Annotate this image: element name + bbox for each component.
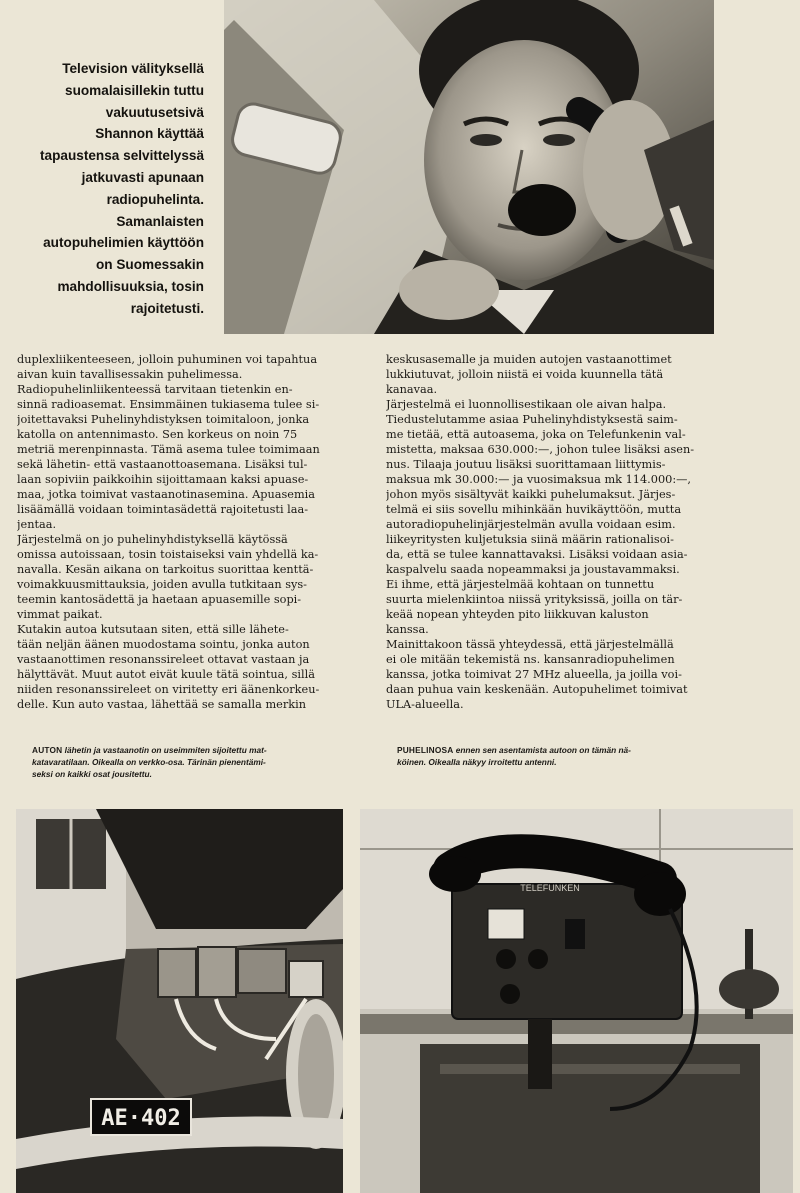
text-line: mahdollisuuksia, tosin: [57, 278, 204, 294]
caption-line: köinen. Oikealla näkyy irroitettu antenni.: [397, 757, 557, 767]
text-line: laan sopiviin paikkoihin sijoittamaan kaksi apuase-: [17, 473, 309, 486]
photo-caption-shannon: [18, 58, 204, 320]
text-line: Shannon käyttää: [95, 126, 204, 142]
text-line: Samanlaisten: [116, 213, 204, 229]
text-line: Mainittakoon tässä yhteydessä, että järjestelmällä: [386, 638, 674, 651]
text-line: kanavaa.: [386, 383, 438, 396]
text-line: suomalaisillekin tuttu: [65, 82, 204, 98]
text-line: aivan kuin tavallisessakin puhelimessa.: [17, 368, 243, 381]
text-line: Radiopuhelinliikenteessä tarvitaan tietenkin en-: [17, 383, 293, 396]
caption-line: katavaratilaan. Oikealla on verkko-osa. Tärinän pienentämi-: [32, 757, 266, 767]
text-line: telmä ei siis sovellu mihinkään huvikäyttöön, mutta: [386, 503, 682, 516]
text-line: rajoitetusti.: [130, 300, 204, 316]
text-line: me tietää, että autoasema, joka on Telefunkenin val-: [386, 428, 686, 441]
text-line: lukkiutuvat, jolloin niistä ei voida kuunnella tätä: [386, 368, 664, 381]
text-line: ei ole mitään tekemistä ns. kansanradiopuhelimen: [386, 653, 675, 666]
text-line: Tiedustelutamme asiaa Puhelinyhdistyksestä saim-: [386, 413, 678, 426]
text-line: maa, jotka toimivat vastaanotinasemina. Apuasemia: [17, 488, 316, 501]
text-line: mistetta, maksaa 630.000:—, johon tulee lisäksi asen-: [386, 443, 695, 456]
text-line: vastaanottimen resonanssireleet ottavat vastaan ja: [17, 653, 310, 666]
text-line: delle. Kun auto vastaa, lähettää se samalla merkin: [17, 698, 306, 711]
caption-text: ennen sen asentamista autoon on tämän nä-: [453, 745, 631, 755]
text-line: hälyttävät. Muut autot eivät kuule tätä sointua, sillä: [17, 668, 315, 681]
text-line: vakuutusetsivä: [105, 104, 204, 120]
text-line: Ei ihme, että järjestelmää kohtaan on tunnettu: [386, 578, 655, 591]
photo-car-trunk-radio: [16, 809, 343, 1193]
text-line: jatkuvasti apunaan: [81, 169, 204, 185]
text-line: sekä lähetin- että vastaanottoasemana. Lisäksi tul-: [17, 458, 308, 471]
text-line: sinnä radioasemat. Ensimmäinen tukiasema tulee si-: [17, 398, 320, 411]
caption-car-trunk: [32, 744, 342, 780]
text-line: jentaa.: [17, 518, 57, 531]
text-line: tään neljän äänen muodostama sointu, jonka auton: [17, 638, 310, 651]
text-line: autopuhelimien käyttöön: [43, 235, 204, 251]
device-brand-label: TELEFUNKEN: [520, 883, 580, 893]
text-line: lisäämällä voidaan toimintasädettä rajoitetusti laa-: [17, 503, 309, 516]
text-line: vimmat paikat.: [17, 608, 103, 621]
caption-text: lähetin ja vastaanotin on useimmiten sijoitettu mat-: [62, 745, 267, 755]
text-line: niiden resonanssireleet on viritetty eri äänenkorkeu-: [17, 683, 320, 696]
text-line: tapaustensa selvittelyssä: [40, 148, 204, 164]
text-line: navalla. Kesän aikana on tarkoitus suorittaa kenttä-: [17, 563, 314, 576]
text-line: kanssa.: [386, 623, 429, 636]
text-line: daan puhua vain keskenään. Autopuhelimet toimivat: [386, 683, 688, 696]
caption-lead-word: PUHELINOSA: [397, 745, 454, 755]
text-line: ULA-alueella.: [386, 698, 464, 711]
text-line: Järjestelmä on jo puhelinyhdistyksellä käytössä: [17, 533, 288, 546]
text-line: liikeyritysten kuljetuksia siinä määrin rationalisoi-: [386, 533, 674, 546]
text-line: suurta mielenkiintoa niissä yrityksissä, joilla on tär-: [386, 593, 683, 606]
text-line: Television välityksellä: [62, 61, 204, 76]
text-line: teemin kantosädettä ja haetaan apuasemille sopi-: [17, 593, 302, 606]
article-body-right-column: [386, 352, 786, 712]
caption-first-line: [397, 744, 707, 756]
caption-first-line: [32, 744, 342, 756]
text-line: autoradiopuhelinjärjestelmän avulla voidaan esim.: [386, 518, 676, 531]
text-line: voimakkuusmittauksia, joiden avulla tutkitaan sys-: [17, 578, 308, 591]
text-line: on Suomessakin: [95, 257, 204, 273]
text-line: omissa autoissaan, tosin toistaiseksi vain yhdellä ka-: [17, 548, 319, 561]
text-line: metriä merenpinnasta. Tämä asema tulee toimimaan: [17, 443, 320, 456]
text-line: johon myös sisältyvät kaikki puhelumaksut. Järjes-: [386, 488, 676, 501]
article-body-left-column: [17, 352, 365, 712]
photo-man-on-car-phone: [224, 0, 714, 334]
photo-phone-unit-device: [360, 809, 793, 1193]
text-line: maksua mk 30.000:— ja vuosimaksua mk 114.000:—,: [386, 473, 692, 486]
text-line: da, että se tulee kannattavaksi. Lisäksi voidaan asia-: [386, 548, 688, 561]
caption-line: seksi on kaikki osat jousitettu.: [32, 769, 152, 779]
text-line: joitettavaksi Puhelinyhdistyksen toimitaloon, jonka: [17, 413, 310, 426]
text-line: Kutakin autoa kutsutaan siten, että sille lähete-: [17, 623, 289, 636]
text-line: keskusasemalle ja muiden autojen vastaanottimet: [386, 353, 672, 366]
license-plate-text: AE·402: [101, 1106, 181, 1131]
text-line: keää nopean yhteyden pito liikkuvan kaluston: [386, 608, 649, 621]
text-line: kaspalvelu saada nopeammaksi ja joustavammaksi.: [386, 563, 680, 576]
text-line: duplexliikenteeseen, jolloin puhuminen voi tapahtua: [17, 353, 318, 366]
caption-lead-word: AUTON: [32, 745, 63, 755]
text-line: nus. Tilaaja joutuu lisäksi suorittamaan liittymis-: [386, 458, 666, 471]
caption-phone-unit: [397, 744, 707, 768]
text-line: radiopuhelinta.: [106, 191, 204, 207]
text-line: Järjestelmä ei luonnollisestikaan ole aivan halpa.: [386, 398, 667, 411]
text-line: katolla on antennimasto. Sen korkeus on noin 75: [17, 428, 298, 441]
text-line: kanssa, jotka toimivat 27 MHz alueella, ja joilla voi-: [386, 668, 682, 681]
